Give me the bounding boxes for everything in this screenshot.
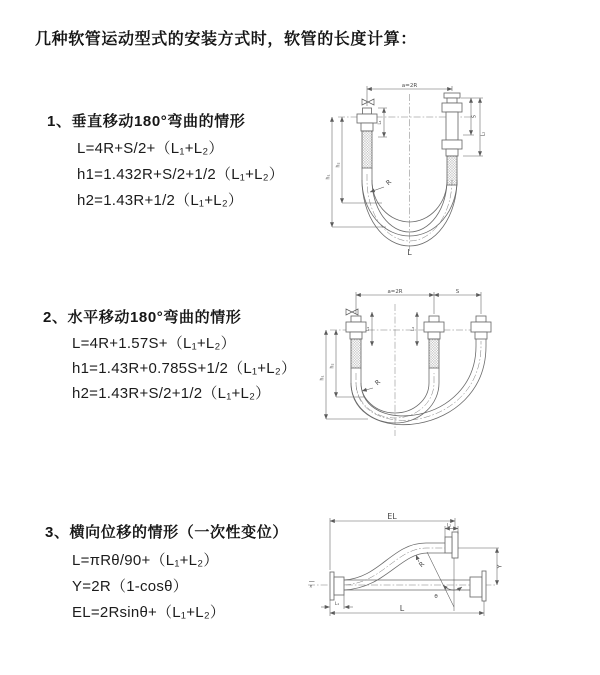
displaced-connection bbox=[445, 532, 458, 558]
dim-r-label: R bbox=[384, 178, 394, 188]
dim-s-label: S bbox=[455, 289, 460, 295]
braided-section bbox=[362, 131, 372, 168]
dim-r bbox=[362, 378, 382, 391]
dim-l1-label: L₁ bbox=[378, 120, 383, 125]
dim-l1-label: L₁ bbox=[366, 326, 371, 332]
section-3-formula-Y: Y=2R（1-cosθ） bbox=[72, 578, 188, 595]
dim-a2r-s bbox=[356, 289, 481, 314]
dim-h1-label: h₁ bbox=[319, 375, 326, 381]
dim-a2r-label: a=2R bbox=[387, 289, 403, 295]
section-1-formula-L: L=4R+S/2+（L₁+L₂） bbox=[77, 140, 224, 157]
dim-s-label: S bbox=[471, 114, 478, 119]
section-1-formula-h1: h1=1.432R+S/2+1/2（L₁+L₂） bbox=[77, 166, 285, 183]
angle-construction bbox=[427, 552, 462, 611]
dim-h2-label: h₂ bbox=[335, 162, 342, 168]
braided-section bbox=[429, 339, 439, 368]
diagram-horizontal-180-bend bbox=[318, 288, 493, 441]
middle-connection bbox=[424, 316, 444, 368]
dim-h1-h2 bbox=[326, 117, 387, 227]
dim-r-label: R bbox=[417, 560, 427, 570]
dim-l bbox=[330, 600, 484, 616]
dim-l1-l2 bbox=[365, 312, 417, 346]
right-connection bbox=[442, 93, 462, 185]
dim-h2-label: h₂ bbox=[329, 363, 336, 369]
section-3-heading: 3、横向位移的情形（一次性变位） bbox=[45, 524, 288, 541]
dim-l1 bbox=[321, 595, 353, 609]
left-connection bbox=[346, 316, 366, 368]
dim-h1-label: h₁ bbox=[325, 174, 332, 180]
section-3-formula-L: L=πRθ/90+（L₁+L₂） bbox=[72, 552, 219, 569]
curved-hose bbox=[344, 543, 445, 590]
page-title: 几种软管运动型式的安装方式时，软管的长度计算： bbox=[35, 31, 417, 48]
dim-y-label: Y bbox=[495, 564, 504, 569]
right-connection bbox=[471, 316, 491, 339]
dim-l1-label: L₁ bbox=[334, 602, 340, 607]
dim-el bbox=[330, 512, 455, 570]
dim-l1 bbox=[377, 108, 387, 137]
dim-a2r-label: a=2R bbox=[401, 83, 418, 89]
dim-l2-label: L₂ bbox=[480, 131, 487, 137]
hose-curves bbox=[351, 339, 486, 425]
dim-r bbox=[370, 178, 393, 192]
section-1-heading: 1、垂直移动180°弯曲的情形 bbox=[47, 113, 246, 130]
valve-icon bbox=[362, 99, 374, 105]
left-connection bbox=[330, 572, 344, 600]
dim-l-label: L bbox=[407, 248, 412, 257]
dim-el-label: EL bbox=[387, 512, 397, 521]
centerline-x-mark bbox=[309, 582, 315, 590]
dim-theta-label: θ bbox=[434, 594, 438, 600]
diagram-vertical-180-bend bbox=[322, 80, 488, 258]
dim-l-label: L bbox=[399, 604, 405, 613]
section-1-formula-h2: h2=1.43R+1/2（L₁+L₂） bbox=[77, 192, 244, 209]
left-connection bbox=[357, 108, 377, 168]
section-2-formula-h1: h1=1.43R+0.785S+1/2（L₁+L₂） bbox=[72, 360, 297, 377]
dim-l2-label: L₂ bbox=[411, 326, 416, 332]
dim-s-l2 bbox=[461, 98, 487, 156]
braided-section bbox=[351, 339, 361, 368]
dim-l2-label: L₂ bbox=[446, 523, 452, 529]
x-mark-label: x bbox=[309, 584, 313, 590]
dim-r bbox=[416, 555, 426, 569]
dim-r-label: R bbox=[373, 378, 383, 388]
diagram-lateral-displacement bbox=[306, 512, 504, 627]
section-3-formula-EL: EL=2Rsinθ+（L₁+L₂） bbox=[72, 604, 226, 621]
section-2-formula-L: L=4R+1.57S+（L₁+L₂） bbox=[72, 335, 236, 352]
section-2-heading: 2、水平移动180°弯曲的情形 bbox=[43, 309, 242, 326]
section-2-formula-h2: h2=1.43R+S/2+1/2（L₁+L₂） bbox=[72, 385, 271, 402]
